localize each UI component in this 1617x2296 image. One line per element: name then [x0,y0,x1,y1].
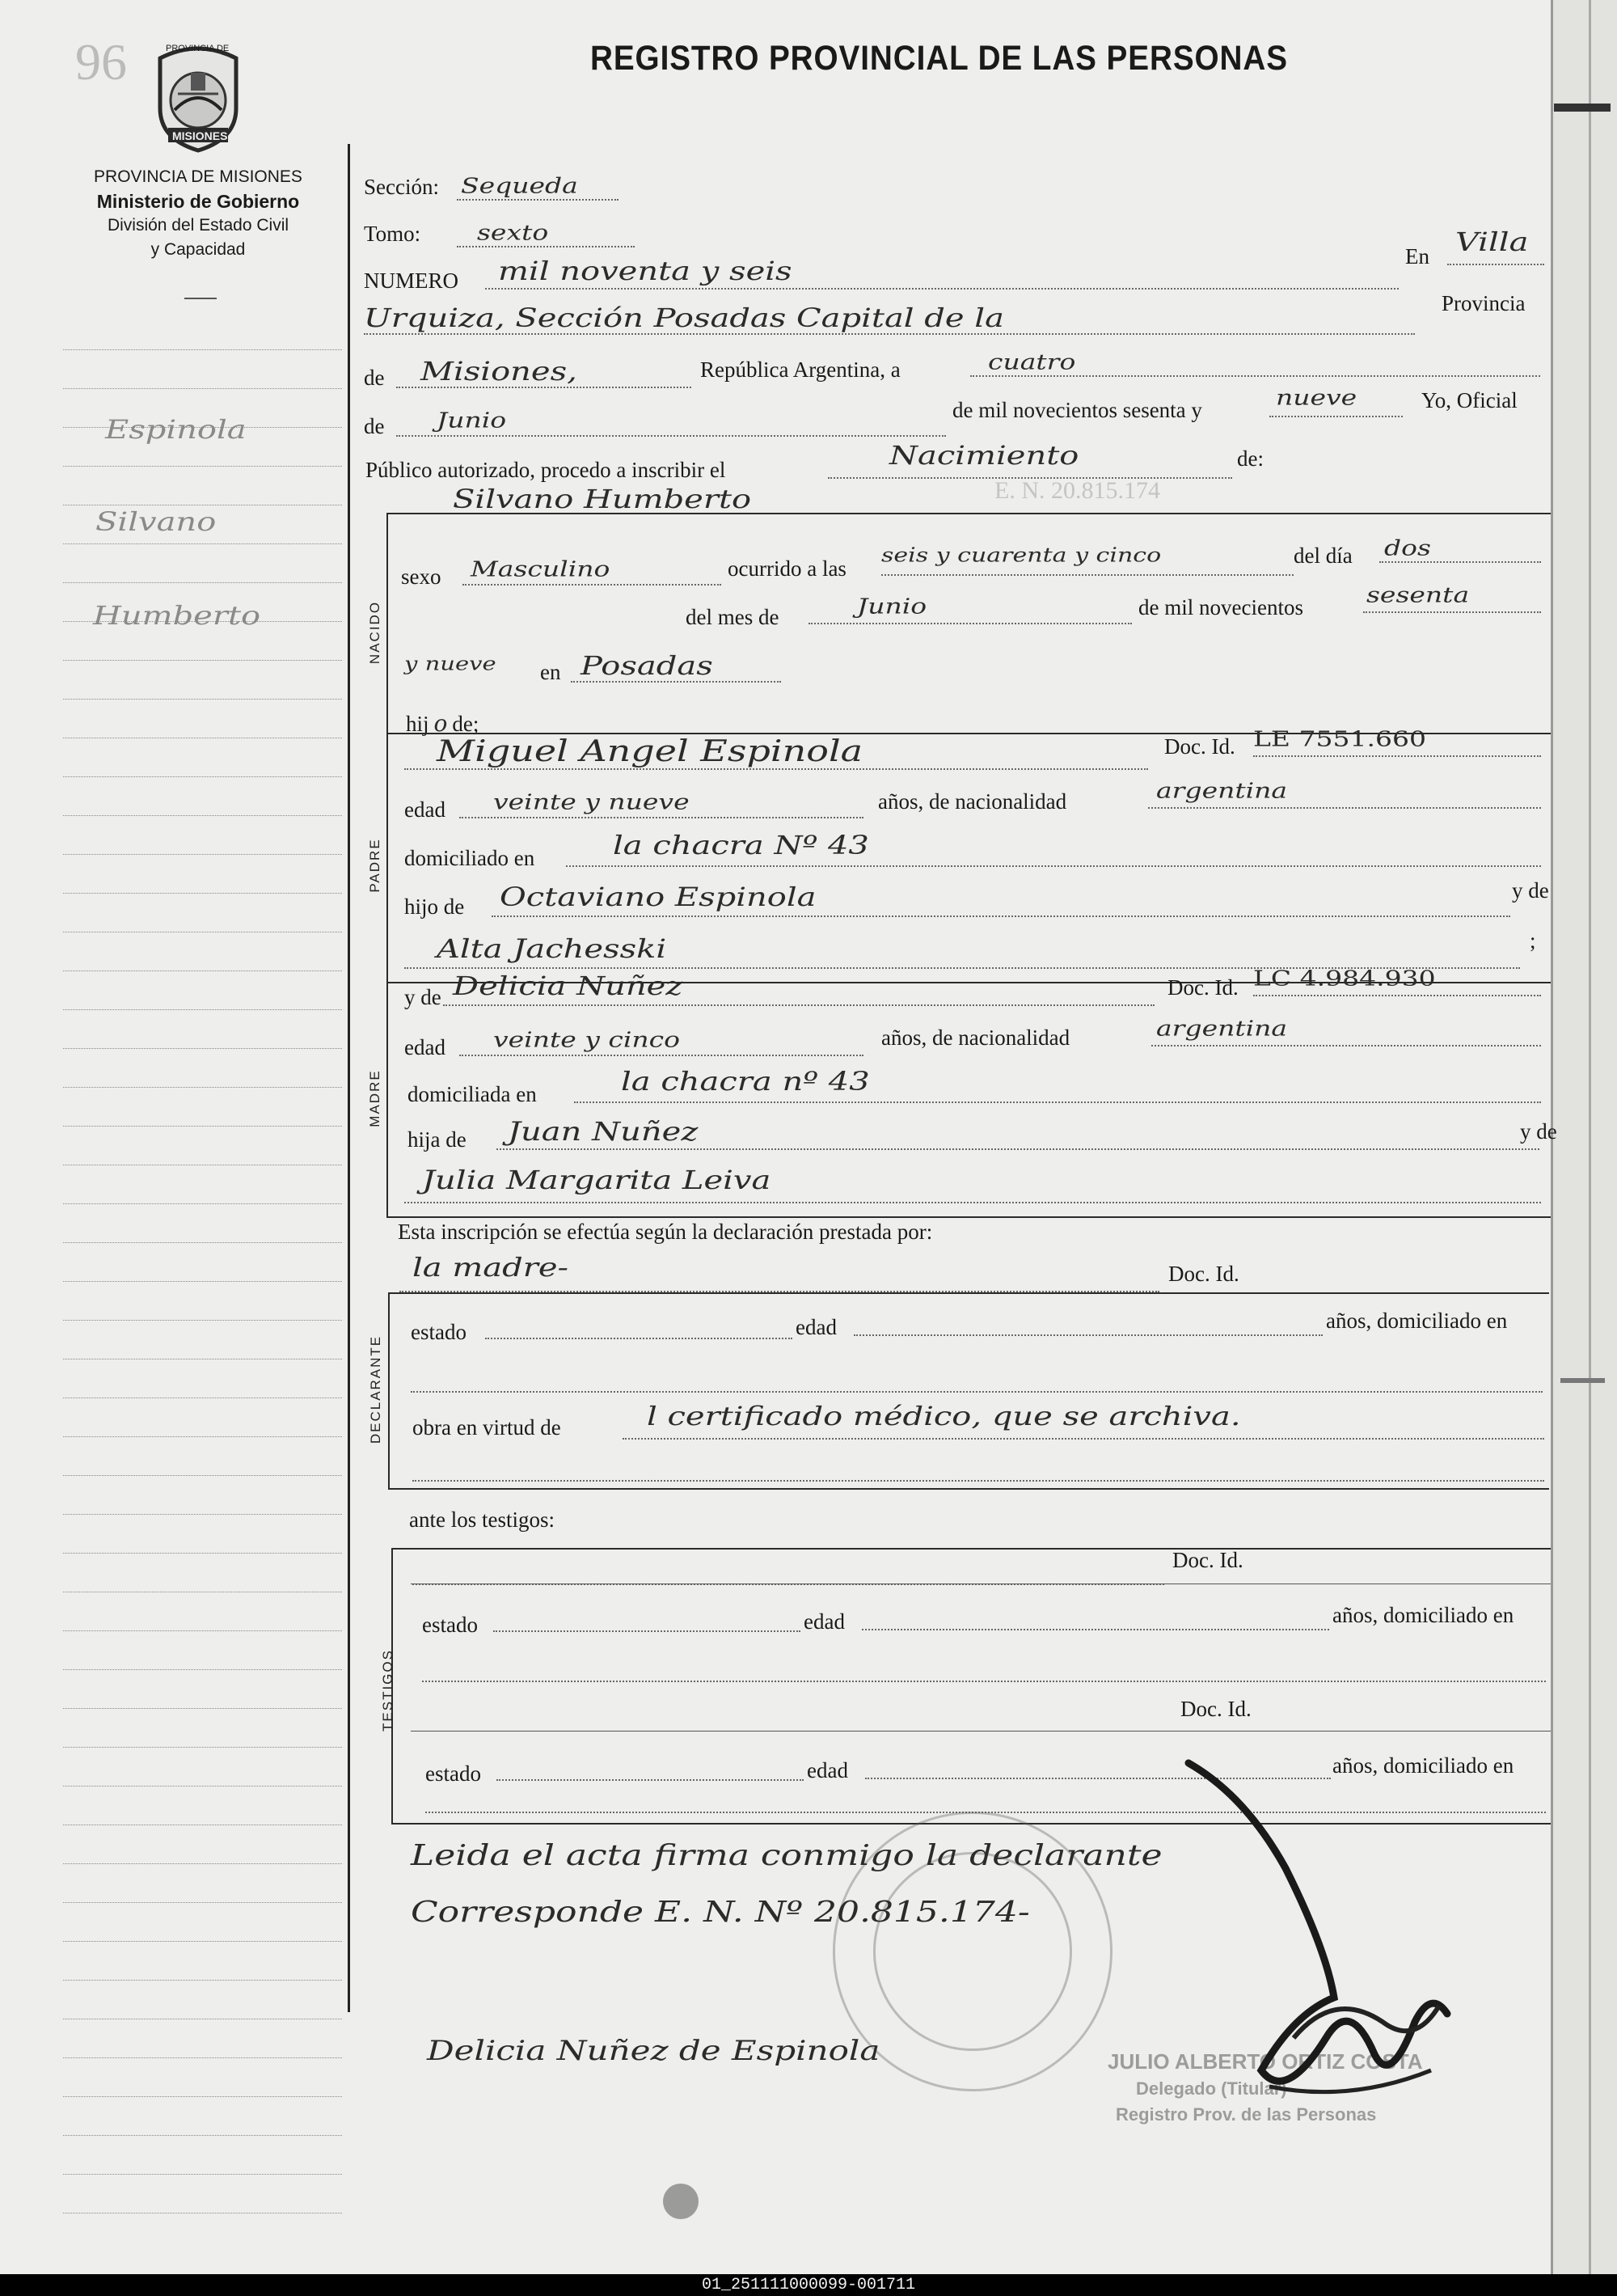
declarante-bracket [388,1292,390,1488]
testigo2-rule [411,1731,1551,1732]
madre-edad-label: edad [404,1035,445,1059]
margin-rule [63,1436,342,1437]
margin-rule [63,660,342,661]
testigo1-dom-line [422,1681,1546,1682]
dia-nac-value: dos [1384,535,1431,560]
dia-nac-line [1379,561,1541,563]
madre-nombre: Delicia Nuñez [453,971,683,1001]
declarante-side-label: DECLARANTE [368,1334,383,1444]
obra-line2 [412,1480,1544,1482]
padre-bracket [386,733,388,982]
sexo-line [462,584,721,586]
provincia-label: Provincia [1442,291,1526,315]
hijo-prefix: hij [406,712,429,736]
margin-rule [63,2057,342,2058]
margin-rule [63,1902,342,1903]
testigo1-anos-label: años, domiciliado en [1332,1603,1514,1627]
margin-rule [63,1203,342,1204]
madre-nac-value: argentina [1156,1015,1288,1041]
margin-rule [63,2096,342,2097]
abuela-m-line [404,1202,1541,1203]
margin-rule [63,1863,342,1864]
sidebar-ministry: Ministerio de Gobierno [96,191,300,212]
publico-label: Público autorizado, procedo a inscribir el [365,458,726,482]
padre-y-de-label: y de [1512,878,1549,903]
page-number: 96 [75,33,127,91]
madre-y-de-label2: y de [1520,1119,1557,1144]
margin-rule [63,1242,342,1243]
margin-rule [63,466,342,467]
margin-note-surname: Espinola [105,415,247,445]
nota-leida: Leida el acta firma conmigo la declarante [411,1839,1163,1872]
decl-estado-label: estado [411,1320,467,1344]
margin-rule [63,776,342,777]
padre-dom-label: domiciliado en [404,846,535,870]
testigo1-doc-label: Doc. Id. [1172,1548,1243,1572]
sidebar-division: División del Estado Civil [107,216,289,235]
anio-nac-line [1363,611,1541,613]
margin-note-name1: Silvano [95,507,217,537]
madre-doc-line [1253,995,1541,996]
anio-nac-value-b: y nueve [404,652,496,674]
tomo-label: Tomo: [364,222,421,246]
declarante-value: la madre- [412,1253,569,1283]
padre-doc-value: LE 7551.660 [1253,725,1426,751]
sidebar-header-rule [184,298,217,299]
acto-value: Nacimiento [889,441,1079,471]
testigos-top-rule [391,1548,1551,1550]
lugar-nac-line [571,681,781,683]
de-colon-label: de: [1237,446,1264,471]
margin-rule [63,815,342,816]
del-mes-label: del mes de [686,605,779,629]
madre-dom-label: domiciliada en [407,1082,537,1106]
abuelo-materno: Juan Nuñez [508,1117,699,1147]
madre-nombre-line [443,1004,1155,1006]
binder-line [1589,0,1591,2274]
margin-rule [63,854,342,855]
margin-rule [63,1475,342,1476]
testigo1-edad-label: edad [804,1609,845,1634]
crest-top-text: PROVINCIA DE [166,44,230,53]
numero-label: NUMERO [364,269,459,293]
madre-nac-line [1151,1045,1541,1047]
testigo1-edad-line [862,1629,1329,1630]
decl-dom-line [411,1391,1543,1393]
margin-rule [63,2213,342,2214]
provincia-value: Misiones, [420,357,577,387]
anio-line [1269,416,1403,417]
binding-hole [663,2184,699,2219]
crest-label: MISIONES [172,129,228,142]
padre-doc-line [1253,755,1541,757]
madre-rule [386,1216,1551,1218]
abuelo-m-line [496,1148,1539,1150]
testigo1-estado-label: estado [422,1613,478,1637]
lugar-line [364,333,1415,335]
nombre-value: Silvano Humberto [453,484,752,514]
margin-rule [63,1126,342,1127]
abuela-paterna: Alta Jachesski [437,934,667,964]
madre-hija-de-label: hija de [407,1127,467,1152]
mes-line [396,435,946,437]
decl-anos-label: años, domiciliado en [1326,1309,1508,1333]
de-label: de [364,366,385,390]
nota-corresponde: Corresponde E. N. Nº 20.815.174- [411,1896,1030,1929]
padre-dom-line [566,865,1541,867]
abuelo-p-line [492,915,1510,917]
margin-rule [63,1320,342,1321]
testigo1-estado-line [493,1630,800,1632]
inscripcion-label: Esta inscripción se efectúa según la declaración prestada por: [398,1220,933,1244]
padre-semicolon: ; [1530,928,1536,953]
testigos-side-label: TESTIGOS [380,1649,395,1732]
padre-nombre-line [404,768,1148,770]
annotation-faint: E. N. 20.815.174 [994,477,1160,504]
yo-oficial-label: Yo, Oficial [1421,388,1518,412]
en-label: En [1405,244,1429,269]
nacido-bracket [386,513,388,733]
lugar-nac-value: Posadas [581,651,713,681]
obra-label: obra en virtud de [412,1415,561,1440]
declarante-top-rule [388,1292,1549,1294]
margin-rule [63,2135,342,2136]
oficial-signature [1172,1747,1463,2127]
mes-nac-value: Junio [857,593,927,619]
prov-line [396,387,691,388]
tomo-value: sexto [477,219,549,245]
en-line [1447,264,1544,265]
republica-label: República Argentina, a [700,357,901,382]
margin-rule [63,893,342,894]
margin-rule [63,1009,342,1010]
testigo2-edad-label: edad [807,1758,848,1782]
margin-rule [63,1747,342,1748]
abuela-materna: Julia Margarita Leiva [422,1165,771,1195]
nacido-side-label: NACIDO [367,600,382,665]
margin-rule [63,1669,342,1670]
testigo2-estado-line [496,1779,804,1781]
testigo2-estado-label: estado [425,1761,481,1786]
binder-edge [1551,0,1617,2274]
en-nac-label: en [540,660,561,684]
anio-value: nueve [1276,384,1357,410]
hijo-suffix: o [433,710,448,737]
padre-nombre: Miguel Angel Espinola [437,733,863,768]
margin-rule [63,1514,342,1515]
oficial-nombre: JULIO ALBERTO ORTIZ COSTA [1108,2049,1423,2074]
madre-y-de-label: y de [404,985,441,1009]
sexo-value: Masculino [471,556,610,581]
anio-nac-value-a: sesenta [1366,581,1470,607]
padre-nac-line [1148,807,1541,809]
sidebar-province: PROVINCIA DE MISIONES [94,167,302,186]
oficial-cargo: Delegado (Titular) [1136,2078,1287,2099]
madre-doc-label: Doc. Id. [1167,975,1239,1000]
madre-dom-value: la chacra nº 43 [621,1067,870,1097]
padre-dom-value: la chacra Nº 43 [613,831,869,860]
padre-side-label: PADRE [367,838,382,893]
de-semicolon-label: de; [452,712,479,736]
madre-bracket [386,982,388,1216]
margin-rule [63,1281,342,1282]
binder-stitch-top [1554,104,1611,112]
margin-rule [63,1087,342,1088]
padre-anos-label: años, de nacionalidad [878,789,1067,814]
hora-line [881,574,1294,576]
seccion-line [457,199,619,201]
main-border [348,144,350,2012]
padre-nac-value: argentina [1156,777,1288,803]
decl-estado-line [485,1338,792,1339]
de2-label: de [364,414,385,438]
padre-edad-label: edad [404,797,445,822]
obra-value: l certificado médico, que se archiva. [647,1402,1241,1431]
margin-rule [63,2174,342,2175]
margin-rule [63,1941,342,1942]
registry-seal-inner [873,1852,1072,2051]
madre-edad-value: veinte y cinco [493,1026,681,1052]
numero-value: mil noventa y seis [498,256,792,286]
madre-doc-value: LC 4.984.930 [1253,965,1436,991]
binder-stitch-mid [1560,1378,1605,1383]
mil-novecientos-label: de mil novecientos [1138,595,1303,619]
ante-testigos-label: ante los testigos: [409,1507,555,1532]
sidebar-header [49,165,348,262]
margin-rule [63,1553,342,1554]
nombre-rule [386,513,1551,514]
declarante-bottom-rule [388,1488,1549,1490]
margin-rule [63,1630,342,1631]
testigo2-doc-label: Doc. Id. [1180,1697,1252,1721]
mil-nov-label: de mil novecientos sesenta y [952,398,1202,422]
sexo-label: sexo [401,564,441,589]
margin-rule [63,349,342,350]
padre-doc-label: Doc. Id. [1164,734,1235,759]
mes-value: Junio [437,407,507,433]
dia-line [970,375,1540,377]
decl-edad-line [854,1334,1323,1336]
obra-line [623,1438,1544,1440]
del-dia-label: del día [1294,543,1353,568]
margin-rule [63,1048,342,1049]
page-title: REGISTRO PROVINCIAL DE LAS PERSONAS [590,39,1288,78]
margin-rule [63,699,342,700]
madre-anos-label: años, de nacionalidad [881,1025,1070,1050]
seccion-label: Sección: [364,175,439,199]
madre-edad-line [459,1055,863,1056]
declarante-doc-label: Doc. Id. [1168,1262,1239,1286]
tomo-line [457,246,635,247]
padre-edad-line [459,817,863,818]
ocurrido-label: ocurrido a las [728,556,846,581]
hora-value: seis y cuarenta y cinco [881,544,1162,567]
decl-edad-label: edad [796,1315,837,1339]
footer-id: 01_251111000099-001711 [0,2274,1617,2296]
padre-edad-value: veinte y nueve [493,789,690,814]
margin-rule [63,970,342,971]
sidebar-capacity: y Capacidad [150,240,246,259]
abuelo-paterno: Octaviano Espinola [500,882,817,912]
padre-hijo-de-label: hijo de [404,894,465,919]
margin-note-name2: Humberto [93,601,261,631]
madre-side-label: MADRE [367,1069,382,1127]
en-value: Villa [1455,227,1529,257]
oficial-registro: Registro Prov. de las Personas [1116,2104,1377,2125]
margin-rule [63,1397,342,1398]
seccion-value: Sequeda [461,172,578,198]
madre-dom-line [574,1101,1541,1103]
numero-line [485,288,1399,290]
margin-rule [63,1980,342,1981]
dia-value: cuatro [988,349,1076,374]
margin-rule [63,582,342,583]
margin-rule [63,388,342,389]
margin-rule [63,543,342,544]
testigo2-anos-label: años, domiciliado en [1332,1753,1514,1778]
mes-nac-line [808,623,1132,624]
lugar-value: Urquiza, Sección Posadas Capital de la [364,303,1004,333]
margin-rule [63,1708,342,1709]
firma-declarante: Delicia Nuñez de Espinola [427,2034,880,2066]
